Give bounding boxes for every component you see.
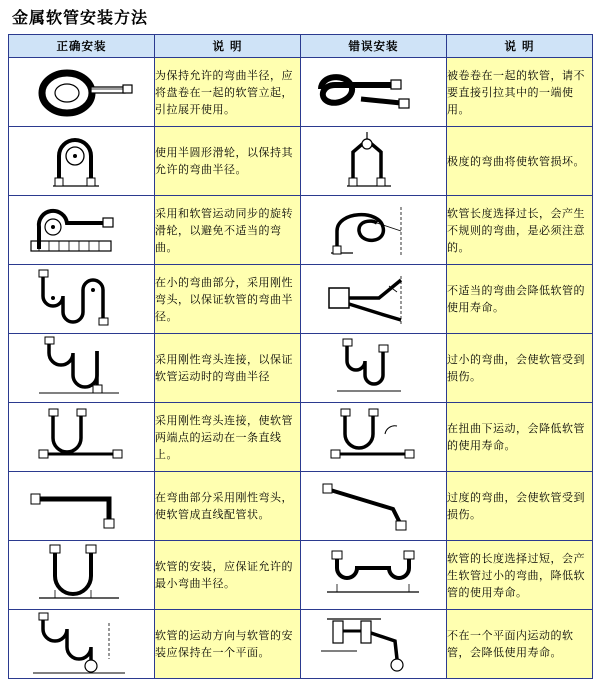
description-text: 不在一个平面内运动的软管，会降低使用寿命。 [447, 610, 593, 679]
figure-coiled-hose-pulled [301, 58, 447, 127]
figure-elbow-straight-pipe [9, 472, 155, 541]
table-row [9, 127, 593, 196]
description-text: 软管的长度选择过短，会产生软管过小的弯曲，降低软管的使用寿命。 [447, 541, 593, 610]
description-text: 为保持允许的弯曲半径，应将盘卷在一起的软管立起，引拉展开使用。 [155, 58, 301, 127]
figure-long-hose-irregular-bend [301, 196, 447, 265]
figure-rigid-elbow-straight-line [9, 403, 155, 472]
description-text: 采用刚性弯头连接，以保证软管运动时的弯曲半径 [155, 334, 301, 403]
header-wrong-install: 错误安装 [301, 35, 447, 58]
description-text: 被卷卷在一起的软管，请不要直接引拉其中的一端使用。 [447, 58, 593, 127]
table-header-row [9, 35, 593, 58]
description-text: 软管长度选择过长，会产生不规则的弯曲，是必须注意的。 [447, 196, 593, 265]
description-text: 不适当的弯曲会降低软管的使用寿命。 [447, 265, 593, 334]
table-row [9, 58, 593, 127]
description-text: 在弯曲部分采用刚性弯头，使软管成直线配管状。 [155, 472, 301, 541]
header-correct-desc: 说 明 [155, 35, 301, 58]
table-row [9, 403, 593, 472]
figure-rotating-pulley-chain [9, 196, 155, 265]
figure-min-bend-radius-install [9, 541, 155, 610]
description-text: 软管的安装，应保证允许的最小弯曲半径。 [155, 541, 301, 610]
figure-over-bent-pipe [301, 472, 447, 541]
description-text: 软管的运动方向与软管的安装应保持在一个平面。 [155, 610, 301, 679]
description-text: 使用半圆形滑轮，以保持其允许的弯曲半径。 [155, 127, 301, 196]
table-row [9, 472, 593, 541]
figure-out-of-plane-motion [301, 610, 447, 679]
figure-too-long-small-bend [301, 541, 447, 610]
figure-twisted-hose-motion [301, 403, 447, 472]
description-text: 过小的弯曲，会使软管受到损伤。 [447, 334, 593, 403]
table-row [9, 541, 593, 610]
figure-too-small-bend-radius [301, 334, 447, 403]
figure-semicircular-pulley [9, 127, 155, 196]
header-correct-install: 正确安装 [9, 35, 155, 58]
figure-rigid-elbow-small-bend [9, 265, 155, 334]
description-text: 过度的弯曲，会使软管受到损伤。 [447, 472, 593, 541]
description-text: 采用和软管运动同步的旋转滑轮，以避免不适当的弯曲。 [155, 196, 301, 265]
table-row [9, 610, 593, 679]
description-text: 极度的弯曲将使软管损坏。 [447, 127, 593, 196]
page-title: 金属软管安装方法 [12, 8, 149, 27]
header-wrong-desc: 说 明 [447, 35, 593, 58]
description-text: 在小的弯曲部分，采用刚性弯头，以保证软管的弯曲半径。 [155, 265, 301, 334]
figure-same-plane-motion [9, 610, 155, 679]
figure-rigid-elbow-u-loop [9, 334, 155, 403]
table-row [9, 196, 593, 265]
table-row [9, 334, 593, 403]
figure-coiled-hose-roll [9, 58, 155, 127]
figure-sharp-bend-pulley [301, 127, 447, 196]
figure-improper-tight-bend [301, 265, 447, 334]
table-row [9, 265, 593, 334]
installation-methods-table [8, 34, 593, 679]
description-text: 在扭曲下运动，会降低软管的使用寿命。 [447, 403, 593, 472]
description-text: 采用刚性弯头连接，使软管两端点的运动在一条直线上。 [155, 403, 301, 472]
